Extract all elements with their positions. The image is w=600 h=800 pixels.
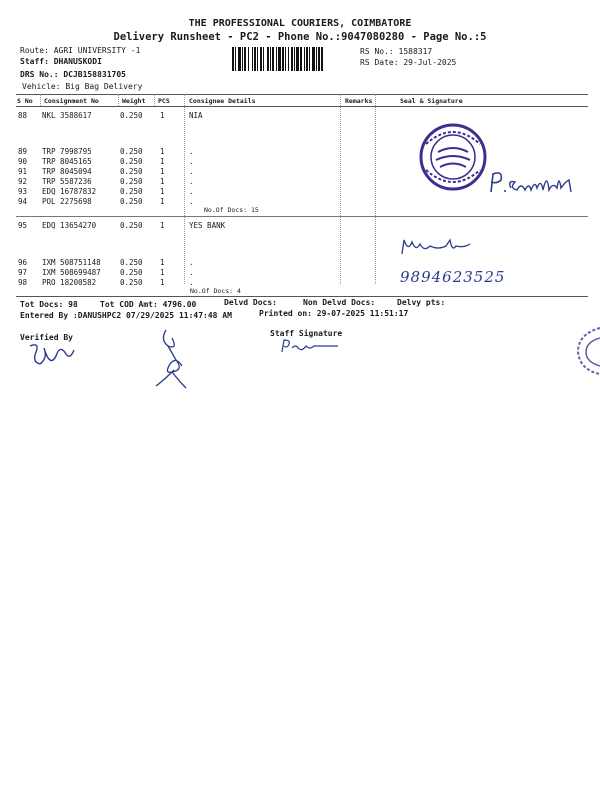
table-row <box>0 258 600 268</box>
group-divider <box>16 216 588 217</box>
row-weight: 0.250 <box>120 177 143 186</box>
row-consignment: TRP 8045094 <box>42 167 92 176</box>
row-consignee: NIA <box>189 111 203 120</box>
row-sno: 93 <box>18 187 28 196</box>
row-weight: 0.250 <box>120 111 143 120</box>
barcode-bar <box>267 47 269 71</box>
barcode-bar <box>272 47 274 71</box>
company-title: THE PROFESSIONAL COURIERS, COIMBATORE <box>188 18 412 29</box>
barcode-bar <box>316 47 317 71</box>
group-doc-count: No.Of Docs: 15 <box>204 206 259 214</box>
row-pcs: 1 <box>160 111 165 120</box>
row-consignee: . <box>189 197 194 206</box>
staff-signature-label: Staff Signature <box>270 329 343 338</box>
printed-on: Printed on: 29-07-2025 11:51:17 <box>259 309 409 318</box>
col-seal: Seal & Signature <box>400 97 463 105</box>
row-consignment: POL 2275698 <box>42 197 92 206</box>
barcode-bar <box>309 47 310 71</box>
col-consignee: Consignee Details <box>189 97 256 105</box>
row-pcs: 1 <box>160 177 165 186</box>
row-consignment: TRP 7998795 <box>42 147 92 156</box>
official-seal-stamp <box>418 122 488 192</box>
route-label: Route: AGRI UNIVERSITY -1 <box>20 46 141 55</box>
row-consignee: YES BANK <box>189 221 226 230</box>
row-weight: 0.250 <box>120 197 143 206</box>
barcode-bar <box>318 47 320 71</box>
barcode-bar <box>263 47 264 71</box>
verified-by-label: Verified By <box>20 333 73 342</box>
row-consignee: . <box>189 187 194 196</box>
handwritten-number: 9894623525 <box>400 268 506 286</box>
barcode-bar <box>260 47 262 71</box>
row-weight: 0.250 <box>120 221 143 230</box>
row-weight: 0.250 <box>120 167 143 176</box>
row-consignee: . <box>189 268 194 277</box>
barcode-bar <box>257 47 258 71</box>
row-sno: 95 <box>18 221 28 230</box>
row-weight: 0.250 <box>120 157 143 166</box>
row-consignee: . <box>189 157 194 166</box>
total-cod: Tot COD Amt: 4796.00 <box>100 300 197 309</box>
row-consignee: . <box>189 177 194 186</box>
rs-date: RS Date: 29-Jul-2025 <box>360 58 457 67</box>
row-sno: 91 <box>18 167 28 176</box>
runsheet-subtitle: Delivery Runsheet - PC2 - Phone No.:9047080280 - Page No.:5 <box>113 31 487 43</box>
delivery-points: Delvy pts: <box>397 298 446 307</box>
col-consignment: Consignment No <box>44 97 99 105</box>
barcode <box>232 47 354 71</box>
row-consignment: IXM 508699487 <box>42 268 101 277</box>
row-consignment: PRO 18200582 <box>42 278 97 287</box>
row-sno: 96 <box>18 258 28 267</box>
row-consignment: TRP 8045165 <box>42 157 92 166</box>
delivered-docs: Delvd Docs: <box>224 298 277 307</box>
row-sno: 88 <box>18 111 28 120</box>
barcode-bar <box>252 47 253 71</box>
table-row <box>0 268 600 278</box>
table-row <box>0 221 600 231</box>
vehicle-label: Vehicle: Big Bag Delivery <box>22 82 143 91</box>
barcode-bar <box>291 47 293 71</box>
row-consignee: . <box>189 258 194 267</box>
barcode-bar <box>235 47 236 71</box>
entered-by: Entered By :DANUSHPC2 07/29/2025 11:47:48 AM <box>20 311 232 320</box>
row-consignee: . <box>189 147 194 156</box>
barcode-bar <box>254 47 256 71</box>
barcode-bar <box>278 47 281 71</box>
row-consignment: EDQ 13654270 <box>42 221 97 230</box>
table-bottom-rule <box>16 296 588 297</box>
header-bottom-rule <box>16 106 588 107</box>
barcode-bar <box>306 47 308 71</box>
row-weight: 0.250 <box>120 187 143 196</box>
row-weight: 0.250 <box>120 258 143 267</box>
row-sno: 89 <box>18 147 28 156</box>
row-consignment: NKL 3588617 <box>42 111 92 120</box>
table-row <box>0 111 600 121</box>
row-consignment: EDQ 16787832 <box>42 187 97 196</box>
barcode-bar <box>242 47 243 71</box>
staff-label: Staff: DHANUSKODI <box>20 57 102 66</box>
recipient-signature-1 <box>485 166 585 200</box>
rs-number: RS No.: 1588317 <box>360 47 433 56</box>
barcode-bar <box>270 47 271 71</box>
col-weight: Weight <box>122 97 146 105</box>
barcode-bar <box>276 47 277 71</box>
barcode-bar <box>312 47 315 71</box>
col-pcs: PCS <box>158 97 170 105</box>
row-sno: 97 <box>18 268 28 277</box>
recipient-phone-handwritten <box>398 262 508 290</box>
barcode-bar <box>285 47 286 71</box>
barcode-bar <box>248 47 249 71</box>
row-sno: 98 <box>18 278 28 287</box>
row-pcs: 1 <box>160 187 165 196</box>
header-top-rule <box>16 94 588 95</box>
row-pcs: 1 <box>160 221 165 230</box>
col-sno: S No <box>17 97 33 105</box>
row-sno: 94 <box>18 197 28 206</box>
divider-cons <box>118 94 119 106</box>
row-pcs: 1 <box>160 278 165 287</box>
barcode-bar <box>296 47 299 71</box>
table-row <box>0 278 600 288</box>
staff-signature <box>278 338 342 354</box>
row-consignment: TRP 5587236 <box>42 177 92 186</box>
supervisor-signature <box>150 326 200 390</box>
row-pcs: 1 <box>160 268 165 277</box>
row-sno: 90 <box>18 157 28 166</box>
barcode-bar <box>238 47 241 71</box>
barcode-bar <box>304 47 305 71</box>
row-sno: 92 <box>18 177 28 186</box>
row-weight: 0.250 <box>120 147 143 156</box>
divider-sno <box>40 94 41 106</box>
verified-by-signature <box>26 338 78 370</box>
barcode-bar <box>294 47 295 71</box>
col-remarks: Remarks <box>345 97 373 105</box>
barcode-bar <box>288 47 289 71</box>
table-row <box>0 147 600 157</box>
non-delivered-docs: Non Delvd Docs: <box>303 298 376 307</box>
barcode-bar <box>282 47 284 71</box>
barcode-bar <box>232 47 234 71</box>
row-pcs: 1 <box>160 258 165 267</box>
row-consignee: . <box>189 167 194 176</box>
barcode-bar <box>244 47 246 71</box>
drs-number: DRS No.: DCJB158831705 <box>20 70 126 79</box>
edge-stamp-fragment <box>572 326 600 376</box>
recipient-signature-2 <box>398 236 498 258</box>
row-consignee: . <box>189 278 194 287</box>
divider-weight <box>154 94 155 106</box>
row-pcs: 1 <box>160 167 165 176</box>
row-pcs: 1 <box>160 157 165 166</box>
row-consignment: IXM 508751148 <box>42 258 101 267</box>
row-pcs: 1 <box>160 147 165 156</box>
row-weight: 0.250 <box>120 278 143 287</box>
total-docs: Tot Docs: 98 <box>20 300 78 309</box>
barcode-bar <box>321 47 323 71</box>
row-pcs: 1 <box>160 197 165 206</box>
row-weight: 0.250 <box>120 268 143 277</box>
group-doc-count: No.Of Docs: 4 <box>190 287 241 295</box>
barcode-bar <box>300 47 302 71</box>
